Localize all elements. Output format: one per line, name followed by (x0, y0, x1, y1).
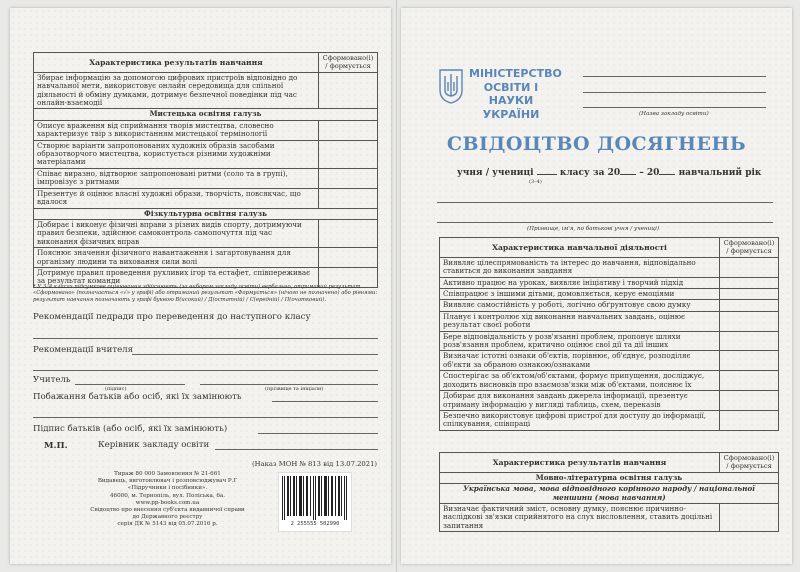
table-row (34, 219, 378, 247)
results-table (439, 452, 779, 532)
table-row (440, 351, 779, 371)
table-row (440, 277, 779, 288)
section-language: Мовно-літературна освітня галузь (440, 472, 779, 483)
row-text: Добирає і виконує фізичні вправи з різних видів спорту, дотримуючи правил безпеки, здійснює самоконтроль самопочуття під час виконання фізичних вправ (34, 219, 319, 247)
table-row (440, 257, 779, 277)
table-row (440, 331, 779, 351)
imprint-line: www.pp-books.com.ua (135, 499, 200, 506)
ministry-line: УКРАЇНИ (482, 107, 540, 121)
school-line-1[interactable] (583, 76, 766, 77)
row-text: Виявляє цілеспрямованість та інтерес до навчання, відповідально ставиться до виконання завдання (440, 257, 720, 277)
results-table-mark-header: Сформовано(і) / формується (720, 453, 779, 473)
teacher-sign-caption: (підпис) (105, 386, 127, 392)
section-pe: Фізкультурна освітня галузь (34, 208, 378, 219)
ministry-line: ОСВІТИ І НАУКИ (483, 80, 539, 107)
school-line-3[interactable] (583, 107, 766, 108)
year-end-field[interactable] (659, 174, 675, 175)
row-text: Співає виразно, відтворює запропоновані ритми (соло та в групі), імпровізує з ритмами (34, 168, 319, 188)
student-name-caption: (Прізвище, ім'я, по батькові учня / учениці) (527, 226, 660, 232)
trident-emblem-icon (438, 68, 464, 104)
barcode-icon (282, 476, 348, 520)
left-page (10, 8, 391, 564)
imprint-line: до Державного реєстру (132, 514, 203, 521)
mark-cell[interactable] (720, 300, 779, 311)
imprint-line: Свідоцтво про внесення суб'єкта видавничої справи (90, 507, 245, 514)
table-row (440, 371, 779, 391)
row-text: Планує і контролює хід виконання навчальних завдань, оцінює результат своєї роботи (440, 311, 720, 331)
certificate-subtitle (457, 168, 777, 178)
table-row (440, 289, 779, 300)
mark-cell[interactable] (319, 248, 378, 268)
subtitle-pre: учня / учениці (457, 168, 534, 178)
table-row (440, 504, 779, 532)
section-art: Мистецька освітня галузь (34, 109, 378, 120)
mark-cell[interactable] (319, 120, 378, 140)
teacher-name-caption: (прізвище та ініціали) (265, 386, 324, 392)
imprint-line: Тираж 80 000 Замовлення № 21-661 (114, 471, 221, 477)
mark-cell[interactable] (720, 289, 779, 300)
mark-cell[interactable] (319, 188, 378, 208)
teacher-rec-line-2[interactable] (33, 370, 378, 371)
teacher-rec-line[interactable] (132, 354, 378, 355)
row-text: Створює варіанти запропонованих художніх образів засобами образотворчого мистецтва, користується різними художніми матеріалами (34, 140, 319, 168)
row-text: Спостерігає за об'єктом/об'єктами, формує припущення, досліджує, доходить висновків про взаємозв'язки між об'єктами, пояснює їх (440, 371, 720, 391)
row-text: Безпечно використовує цифрові пристрої для доступу до інформації, спілкування, співпраці (440, 410, 720, 430)
row-text: Добирає для виконання завдань джерела інформації, презентує отриману інформацію у вигляді таблиць, схем, переказів (440, 391, 720, 411)
mark-cell[interactable] (720, 331, 779, 351)
activity-table (439, 237, 779, 431)
imprint-line: 46000, м. Тернопіль, вул. Поліська, 6а. (109, 492, 226, 499)
parents-sign-line[interactable] (258, 433, 378, 434)
mark-cell[interactable] (720, 277, 779, 288)
mark-cell[interactable] (720, 504, 779, 532)
row-text: Активно працює на уроках, виявляє ініціативу і творчий підхід (440, 277, 720, 288)
parents-sign-label: Підпис батьків (або осіб, які їх замінюють) (33, 424, 228, 434)
table-row (34, 188, 378, 208)
footnote: * У 3–4 класах підсумкове оцінювання здійснюють (за вибором закладу освіти) вербально, отриманий результат «Сформовано» (позначається «√» у графі) або отриманий результат «Формується» (нічого не позначено) або рівнями: результат навчання позначають у графі буквою В(исокий) / Д(остатній) / С(ередній) / П(очатковий). (33, 284, 378, 303)
row-text: Пояснює значення фізичного навантаження і загартовування для організму людини та виховання сили волі (34, 248, 319, 268)
recommend-line[interactable] (33, 338, 378, 339)
mark-cell[interactable] (319, 140, 378, 168)
parents-wishes-label: Побажання батьків або осіб, які їх замінюють (33, 392, 242, 402)
table-row (440, 300, 779, 311)
student-name-line-2[interactable] (437, 222, 773, 223)
row-text: Бере відповідальність у розв'язанні проблем, пропонує шляхи розв'язання проблем, критично оцінює свої дії та дії інших (440, 331, 720, 351)
barcode (278, 472, 352, 532)
row-text: Збирає інформацію за допомогою цифрових пристроїв відповідно до навчальної мети, використовує онлайн середовища для спільної діяльності й обміну думками, дотримує безпечної поведінки під час онлайн-взаємодії (34, 72, 319, 109)
imprint (80, 471, 255, 529)
activity-table-mark-header: Сформовано(і) / формується (720, 238, 779, 258)
subsection-language: Українська мова, мова відповідного корінного народу / національної меншини (мова навчання) (440, 484, 779, 504)
recommend-label: Рекомендації педради про переведення до наступного класу (33, 312, 311, 322)
imprint-line: Видавець, виготовлювач і розповсюджувач Р.Г «Підручники і посібники». (97, 478, 238, 492)
mark-cell[interactable] (319, 72, 378, 109)
year-start-field[interactable] (620, 174, 636, 175)
subtitle-mid: класу за 20 (559, 168, 621, 178)
table-row (34, 72, 378, 109)
parents-wishes-line-2[interactable] (33, 417, 378, 418)
order-text: (Наказ МОН № 813 від 13.07.2021) (252, 460, 378, 468)
row-text: Презентує й оцінює власні художні образи, творчість, повсякчас, що вдалося (34, 188, 319, 208)
page-fold (396, 0, 397, 572)
row-text: Дотримує правил проведення рухливих ігор та естафет, співпереживає за результат команди (34, 267, 319, 287)
imprint-line: серія ДК № 5143 від 05.07.2016 р. (117, 521, 218, 528)
class-caption: (3–4) (529, 179, 542, 185)
subtitle-post: навчальний рік (678, 168, 762, 178)
row-text: Визначає фактичний зміст, основну думку, пояснює причинно-наслідкові зв'язки сприйнятого на слух висловлення, ставить доцільні запитання (440, 504, 720, 532)
mark-cell[interactable] (720, 351, 779, 371)
mark-cell[interactable] (720, 371, 779, 391)
mark-cell[interactable] (720, 257, 779, 277)
mark-cell[interactable] (720, 410, 779, 430)
table-row (34, 140, 378, 168)
school-caption: (Назва закладу освіти) (639, 111, 709, 117)
school-line-2[interactable] (583, 92, 766, 93)
results-table-continued (33, 52, 378, 288)
row-text: Визначає істотні ознаки об'єктів, порівнює, об'єднує, розподіляє об'єкти за обраною ознакою/ознаками (440, 351, 720, 371)
teacher-rec-label: Рекомендації вчителя (33, 345, 134, 355)
row-text: Співпрацює з іншими дітьми, домовляється, керує емоціями (440, 289, 720, 300)
results-table-header: Характеристика результатів навчання (440, 453, 720, 473)
mark-cell[interactable] (720, 311, 779, 331)
mp-label: М.П. (44, 441, 68, 451)
activity-table-header: Характеристика навчальної діяльності (440, 238, 720, 258)
student-name-line-1[interactable] (437, 202, 773, 203)
row-text: Виявляє самостійність у роботі, логічно обґрунтовує свою думку (440, 300, 720, 311)
table-row (34, 248, 378, 268)
results-table-header: Характеристика результатів навчання (34, 53, 319, 73)
table-row (440, 410, 779, 430)
subtitle-dash: – 20 (639, 168, 660, 178)
right-page (401, 8, 792, 564)
row-text: Описує враження від сприймання творів мистецтва, словесно характеризує твір з використанням мистецької термінології (34, 120, 319, 140)
table-row (440, 391, 779, 411)
barcode-number: 2 255555 502990 (290, 521, 340, 527)
head-label: Керівник закладу освіти (98, 440, 210, 450)
teacher-sign-line[interactable] (75, 384, 185, 385)
ministry-line: МІНІСТЕРСТВО (469, 67, 562, 80)
mark-cell[interactable] (319, 219, 378, 247)
table-row (34, 120, 378, 140)
results-table-mark-header: Сформовано(і) / формується (319, 53, 378, 73)
teacher-name-line[interactable] (200, 384, 378, 385)
parents-wishes-line[interactable] (272, 401, 378, 402)
head-sign-line[interactable] (215, 449, 378, 450)
class-field[interactable] (537, 174, 557, 175)
certificate-title: СВІДОЦТВО ДОСЯГНЕНЬ (446, 133, 747, 155)
ministry-title (469, 67, 562, 121)
table-row (34, 168, 378, 188)
mark-cell[interactable] (720, 391, 779, 411)
table-row (440, 311, 779, 331)
mark-cell[interactable] (319, 168, 378, 188)
teacher-label: Учитель (33, 375, 71, 385)
